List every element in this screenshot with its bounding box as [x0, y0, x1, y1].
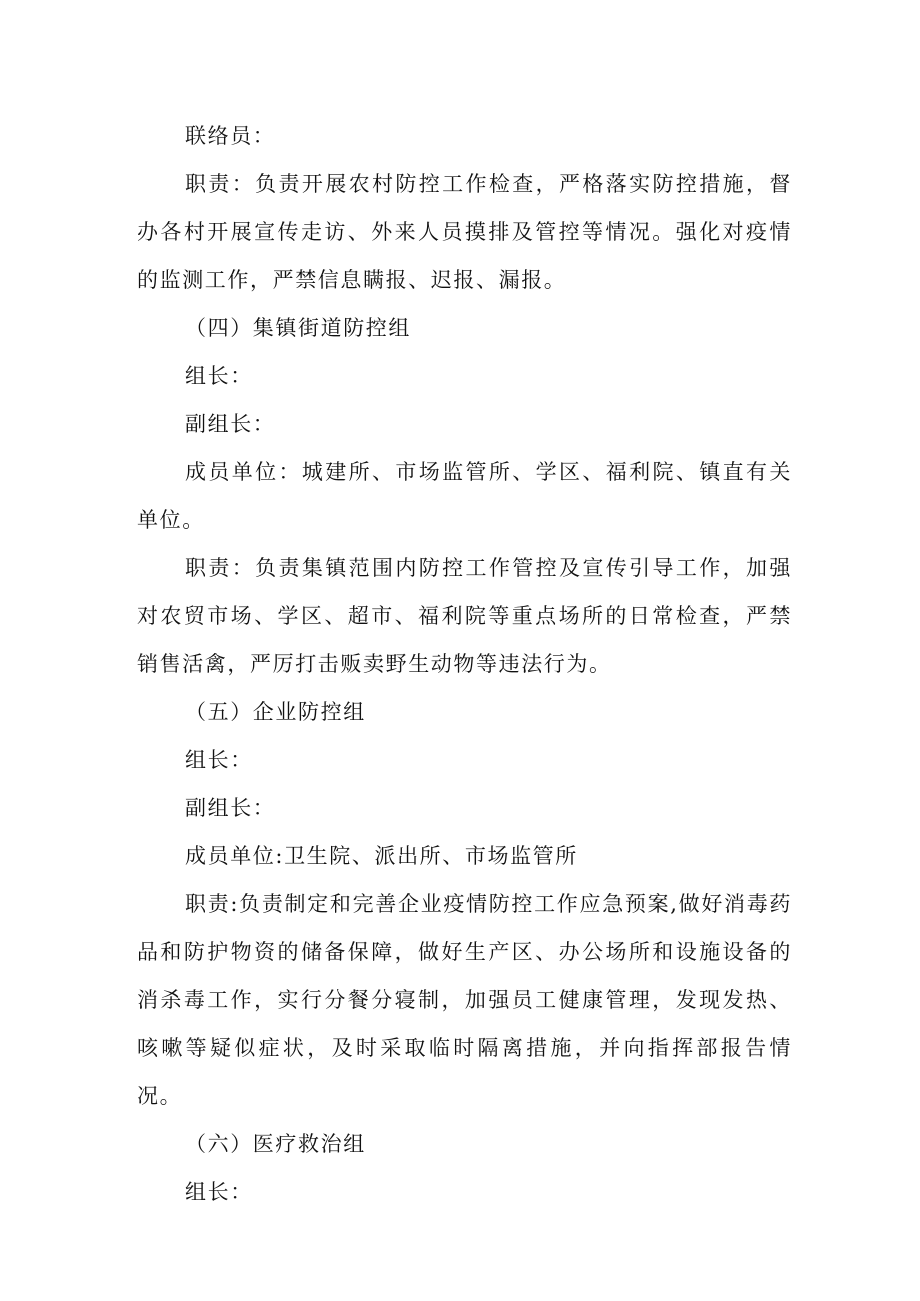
section-heading-enterprise: （五）企业防控组: [185, 700, 366, 724]
group-leader-line: 组长：: [185, 1180, 253, 1204]
rural-duties-paragraph: 职责：负责开展农村防控工作检查，严格落实防控措施，督办各村开展宣传走访、外来人员摸排及管控等情况。强化对疫情的监测工作，严禁信息瞒报、迟报、漏报。: [137, 172, 792, 292]
liaison-line: 联络员：: [185, 124, 276, 148]
member-units-paragraph: 成员单位:卫生院、派出所、市场监管所: [185, 844, 578, 868]
group-leader-line: 组长：: [185, 364, 253, 388]
section-heading-medical: （六）医疗救治组: [185, 1132, 366, 1156]
deputy-leader-line: 副组长：: [185, 796, 276, 820]
document-body: [137, 112, 792, 1216]
deputy-leader-line: 副组长：: [185, 412, 276, 436]
enterprise-duties-paragraph: 职责:负责制定和完善企业疫情防控工作应急预案,做好消毒药品和防护物资的储备保障，做好生产区、办公场所和设施设备的消杀毒工作，实行分餐分寝制，加强员工健康管理，发现发热、咳嗽等疑似症状，及时采取临时隔离措施，并向指挥部报告情况。: [137, 892, 792, 1108]
group-leader-line: 组长：: [185, 748, 253, 772]
town-duties-paragraph: 职责：负责集镇范围内防控工作管控及宣传引导工作，加强对农贸市场、学区、超市、福利院等重点场所的日常检查，严禁销售活禽，严厉打击贩卖野生动物等违法行为。: [137, 556, 792, 676]
member-units-paragraph: 成员单位：城建所、市场监管所、学区、福利院、镇直有关单位。: [137, 460, 792, 532]
section-heading-town-streets: （四）集镇街道防控组: [185, 316, 411, 340]
